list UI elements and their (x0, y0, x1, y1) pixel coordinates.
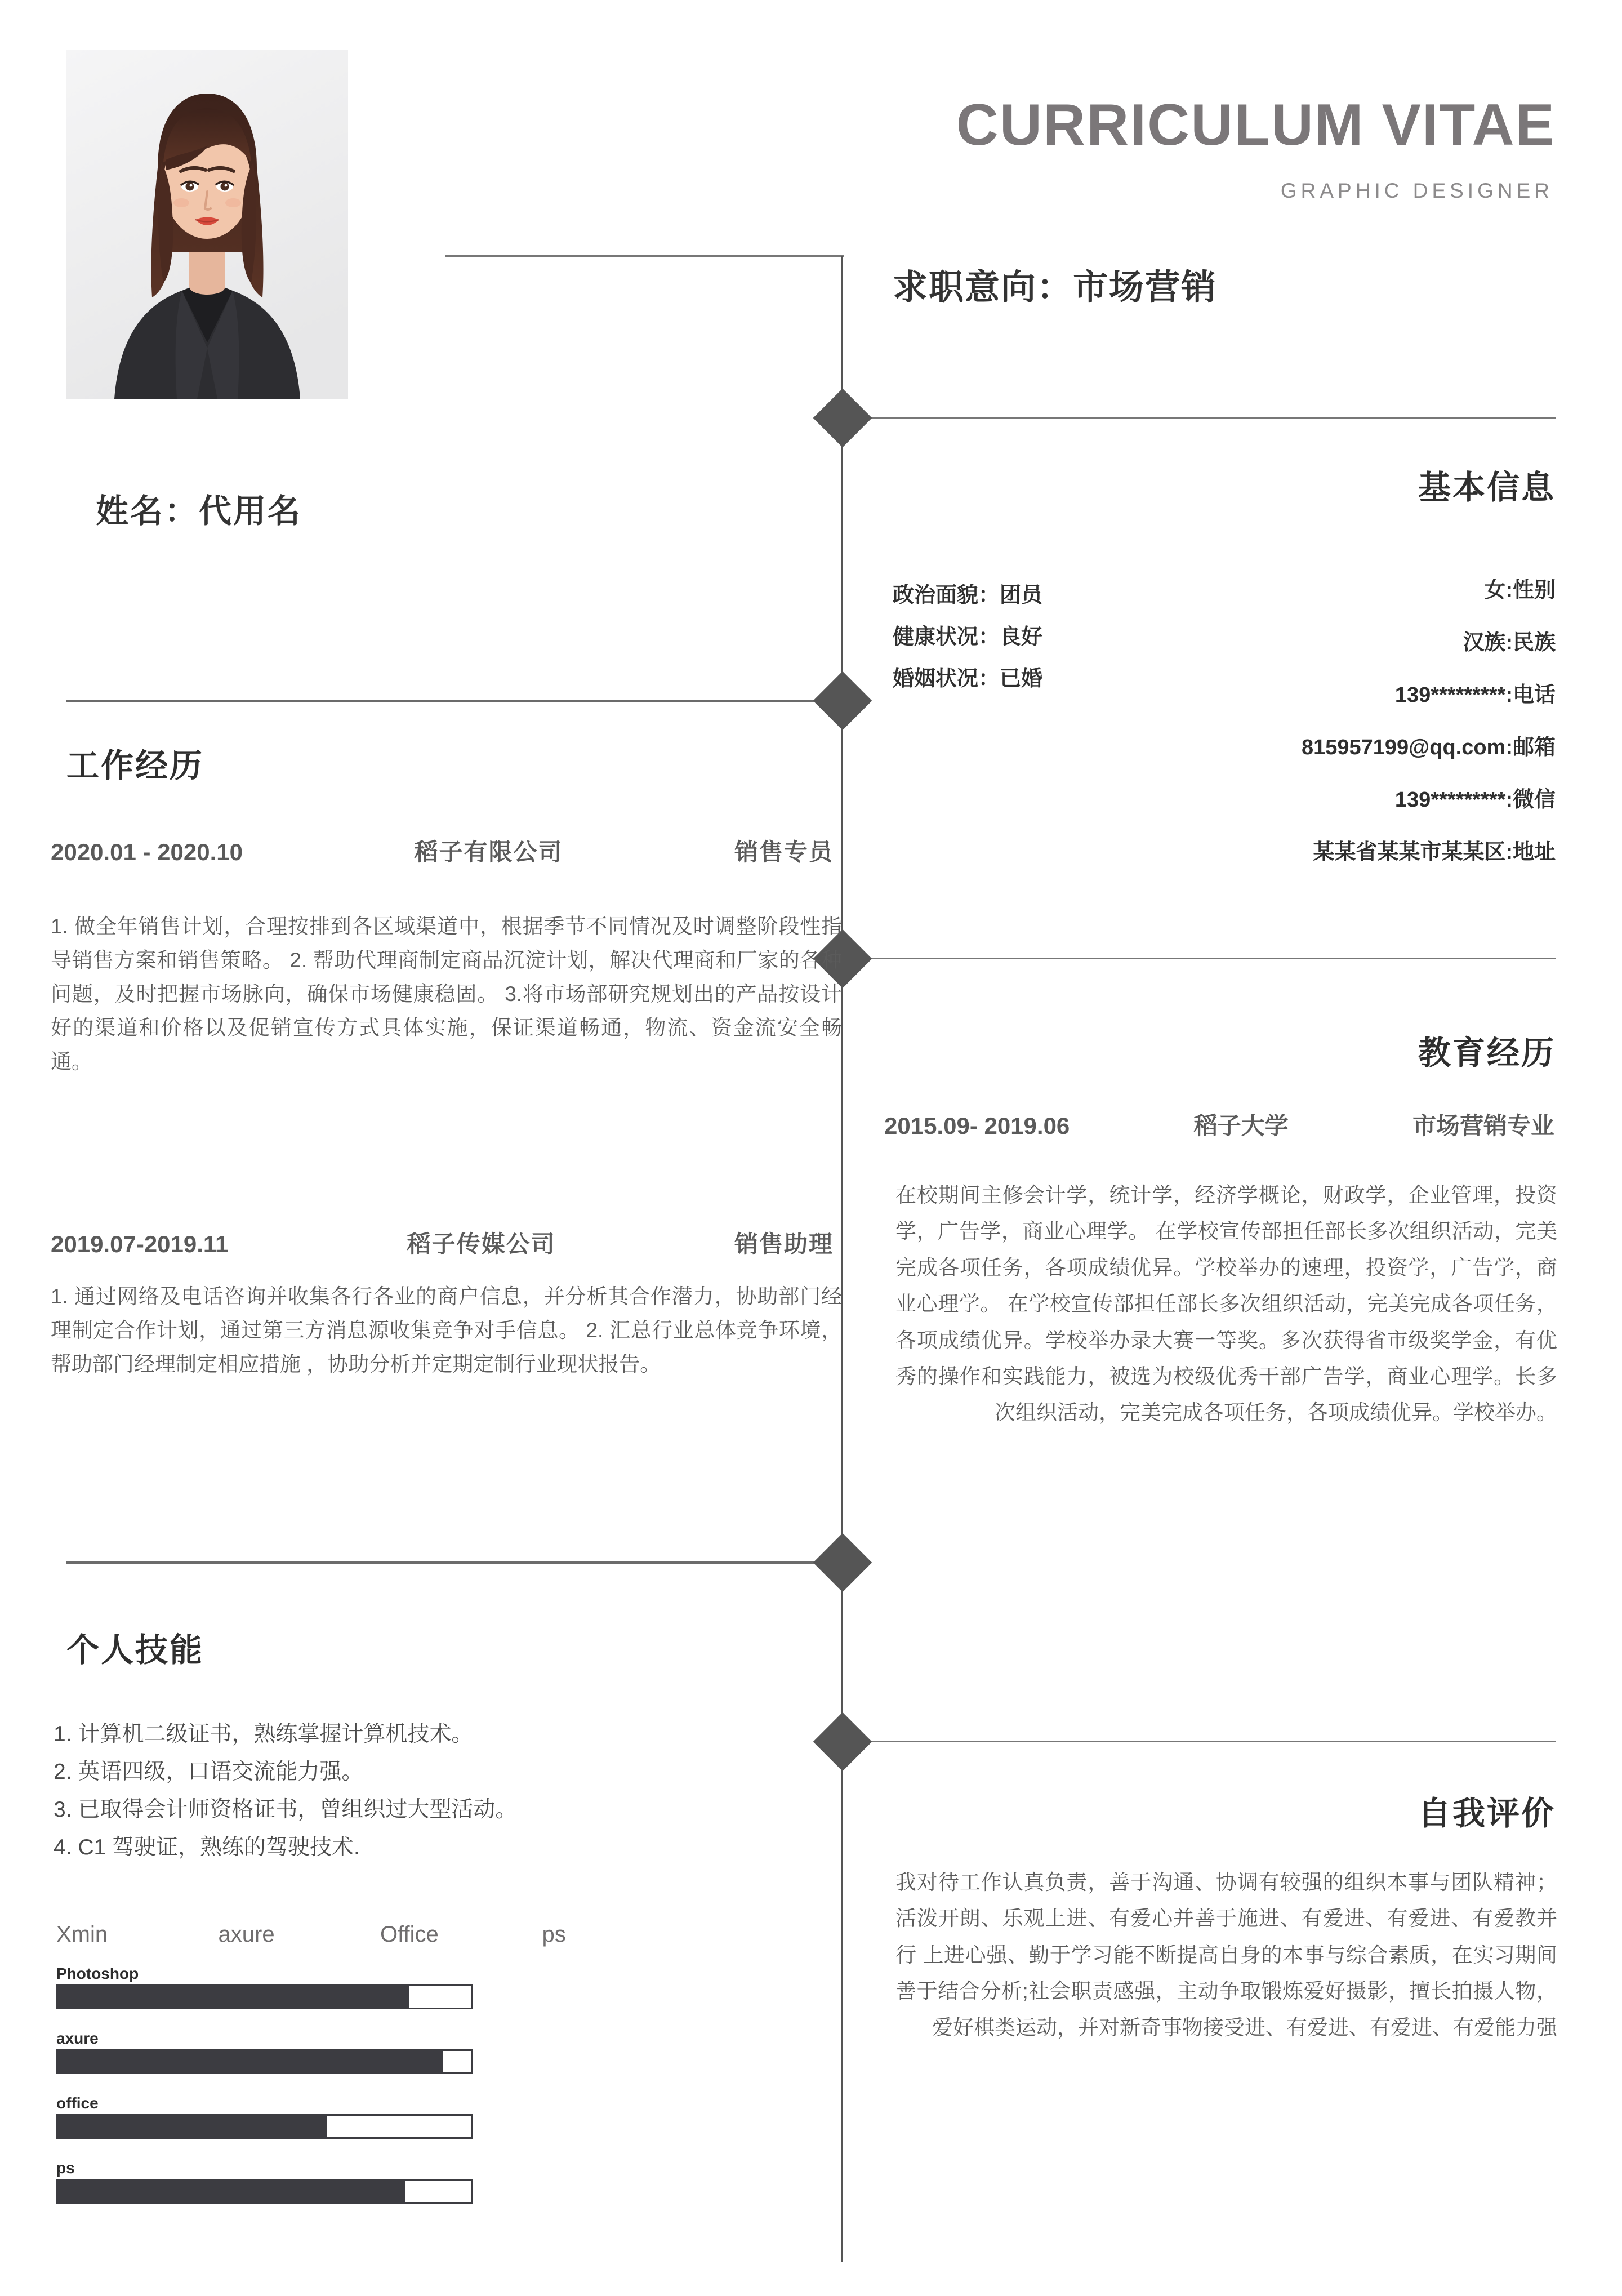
list-item: 4. C1 驾驶证，熟练的驾驶技术. (54, 1835, 360, 1860)
skill-bar-fill (58, 2116, 327, 2137)
education-date: 2015.09- 2019.06 (884, 1113, 1070, 1139)
basic-info-item: 政治面貌：团员 (893, 584, 1043, 607)
work-entry-header-1 (51, 834, 834, 867)
work-org-2: 稻子传媒公司 (407, 1231, 556, 1257)
divider-education (862, 958, 1556, 959)
personal-skills-list (54, 1715, 842, 1866)
skill-column-header: Xmin (56, 1922, 108, 1947)
skill-bar-row (56, 1966, 473, 2009)
basic-info-wechat: 139*********:微信 (1394, 788, 1556, 812)
skill-bar-row (56, 2031, 473, 2074)
skill-bar-label: office (56, 2094, 99, 2112)
candidate-name: 姓名：代用名 (96, 493, 302, 529)
basic-info-phone: 139*********:电话 (1394, 683, 1556, 708)
education-school: 稻子大学 (1193, 1113, 1289, 1139)
skill-column-header: ps (542, 1922, 566, 1947)
cv-subtitle: GRAPHIC DESIGNER (1280, 179, 1553, 202)
diamond-marker-basic-info (813, 389, 872, 448)
section-heading-work: 工作经历 (66, 747, 204, 784)
divider-basic-info (862, 417, 1556, 419)
basic-info-item: 健康状况：良好 (893, 625, 1043, 649)
basic-info-left-column (893, 575, 1042, 700)
work-role-1: 销售专员 (734, 839, 834, 865)
skill-bar-track (56, 2114, 473, 2139)
work-entry-header-2 (51, 1226, 834, 1260)
skill-bar-fill (58, 1986, 409, 2008)
divider-self-evaluation (862, 1741, 1556, 1742)
list-item: 3. 已取得会计师资格证书，曾组织过大型活动。 (54, 1797, 518, 1822)
diamond-marker-personal-skills (813, 1533, 872, 1592)
skill-chart-column-headers (56, 1922, 704, 1947)
basic-info-item: 婚姻状况：已婚 (893, 667, 1043, 691)
work-date-1: 2020.01 - 2020.10 (51, 839, 243, 865)
section-heading-basic-info: 基本信息 (1418, 469, 1556, 506)
basic-info-address: 某某省某某市某某区:地址 (1313, 840, 1556, 865)
skill-bar-fill (58, 2051, 443, 2072)
work-body-2: 1. 通过网络及电话咨询并收集各行各业的商户信息，并分析其合作潜力，协助部门经理制定合作计划，通过第三方消息源收集竞争对手信息。 2. 汇总行业总体竞争环境，帮助部门经理制定相应措施 ，协助分析并定期定制行业现状报告。 (51, 1285, 842, 1376)
skill-bar-label: axure (56, 2030, 99, 2047)
skill-bar-label: Photoshop (56, 1965, 139, 1982)
work-date-2: 2019.07-2019.11 (51, 1231, 229, 1257)
work-body-1: 1. 做全年销售计划，合理按排到各区域渠道中，根据季节不同情况及时调整阶段性指导销售方案和销售策略。 2. 帮助代理商制定商品沉淀计划，解决代理商和厂家的各种问题，及时把握市场脉向，确保市场健康稳固。 3.将市场部研究规划出的产品按设计好的渠道和价格以及促销宣传方式具体实施，保证渠道畅通，物流、资金流安全畅通。 (51, 915, 842, 1073)
education-major: 市场营销专业 (1412, 1113, 1554, 1139)
list-item: 1. 计算机二级证书，熟练掌握计算机技术。 (54, 1722, 474, 1746)
skill-bar-track (56, 2179, 473, 2204)
section-heading-education: 教育经历 (1418, 1035, 1556, 1071)
self-evaluation-body: 我对待工作认真负责，善于沟通、协调有较强的组织本事与团队精神；活泼开朗、乐观上进、有爱心并善于施进、有爱进、有爱进、有爱教并行 上进心强、勤于学习能不断提高自身的本事与综合素质，在实习期间善于结合分析;社会职责感强，主动争取锻炼爱好摄影，擅长拍摄人物，爱好棋类运动，并对新奇事物接受进、有爱进、有爱进、有爱能力强 (895, 1871, 1557, 2039)
cv-title: CURRICULUM VITAE (956, 92, 1556, 158)
list-item: 2. 英语四级，口语交流能力强。 (54, 1760, 364, 1785)
section-heading-personal-skills: 个人技能 (66, 1632, 204, 1668)
skill-bar-track (56, 1984, 473, 2009)
basic-info-right-column (1302, 564, 1556, 879)
skill-bar-row (56, 2160, 473, 2204)
work-role-2: 销售助理 (734, 1231, 834, 1257)
education-body: 在校期间主修会计学，统计学，经济学概论，财政学，企业管理，投资学，广告学，商业心理学。 在学校宣传部担任部长多次组织活动，完美完成各项任务，各项成绩优异。学校举办的速理，投资学，广告学，商业心理学。 在学校宣传部担任部长多次组织活动，完美完成各项任务，各项成绩优异。学校举办录大赛一等奖。多次获得省市级奖学金，有优秀的操作和实践能力，被选为校级优秀干部广告学，商业心理学。长多次组织活动，完美完成各项任务，各项成绩优异。学校举办。 (895, 1183, 1557, 1425)
skill-bar-chart (56, 1966, 473, 2225)
basic-info-gender: 女:性别 (1484, 579, 1556, 602)
skill-bar-label: ps (56, 2159, 75, 2177)
basic-info-ethnicity: 汉族:民族 (1463, 631, 1556, 655)
job-objective: 求职意向：市场营销 (893, 268, 1218, 307)
section-heading-self-evaluation: 自我评价 (1418, 1795, 1556, 1832)
divider-header (445, 255, 844, 257)
skill-bar-fill (58, 2181, 406, 2202)
divider-work-experience (66, 700, 841, 702)
portrait-illustration (66, 50, 348, 399)
work-org-1: 稻子有限公司 (414, 839, 563, 865)
skill-bar-row (56, 2095, 473, 2139)
skill-bar-track (56, 2049, 473, 2074)
divider-personal-skills (66, 1561, 841, 1564)
profile-photo (66, 50, 348, 399)
skill-column-header: axure (218, 1922, 275, 1947)
divider-vertical-spine (841, 256, 843, 2262)
basic-info-email: 815957199@qq.com:邮箱 (1301, 736, 1556, 760)
education-entry-header (884, 1107, 1554, 1141)
diamond-marker-work-experience (813, 671, 872, 731)
skill-column-header: Office (380, 1922, 439, 1947)
